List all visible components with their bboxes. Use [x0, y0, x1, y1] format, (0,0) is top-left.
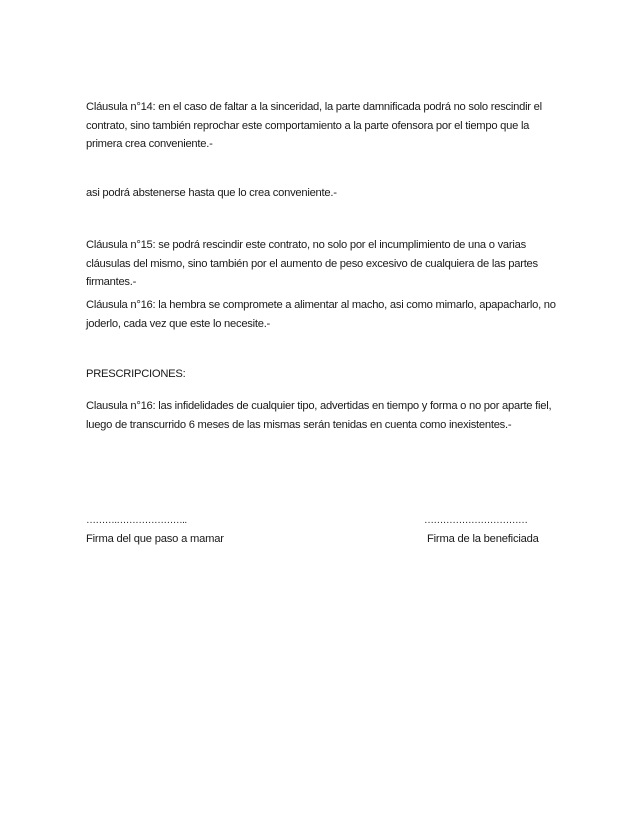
clause-14-paragraph: Cláusula n°14: en el caso de faltar a la sinceridad, la parte damnificada podrá no solo rescindir el contrato, sino también reprochar este comportamiento a la parte ofensora por el tiempo que la primera crea conveniente.- — [86, 101, 542, 150]
signature-line-right: …………………………… — [424, 515, 528, 526]
clause-14-continuation: asi podrá abstenerse hasta que lo crea conveniente.- — [86, 187, 337, 199]
clause-16-paragraph: Cláusula n°16: la hembra se compromete a alimentar al macho, asi como mimarlo, apapacharlo, no joderlo, cada vez que este lo necesite.- — [86, 299, 556, 330]
prescriptions-heading: PRESCRIPCIONES: — [86, 368, 186, 380]
prescription-clause-16-paragraph: Clausula n°16: las infidelidades de cualquier tipo, advertidas en tiempo y forma o no por aparte fiel, luego de transcurrido 6 meses de las mismas serán tenidas en cuenta como inexistentes.- — [86, 400, 552, 431]
signature-line-left: ……….………………….. — [86, 515, 187, 526]
clause-15-paragraph: Cláusula n°15: se podrá rescindir este contrato, no solo por el incumplimiento de una o varias cláusulas del mismo, sino también por el aumento de peso excesivo de cualquiera de las partes firmantes.- — [86, 239, 538, 288]
signature-label-right: Firma de la beneficiada — [427, 533, 539, 545]
signature-label-left: Firma del que paso a mamar — [86, 533, 224, 545]
